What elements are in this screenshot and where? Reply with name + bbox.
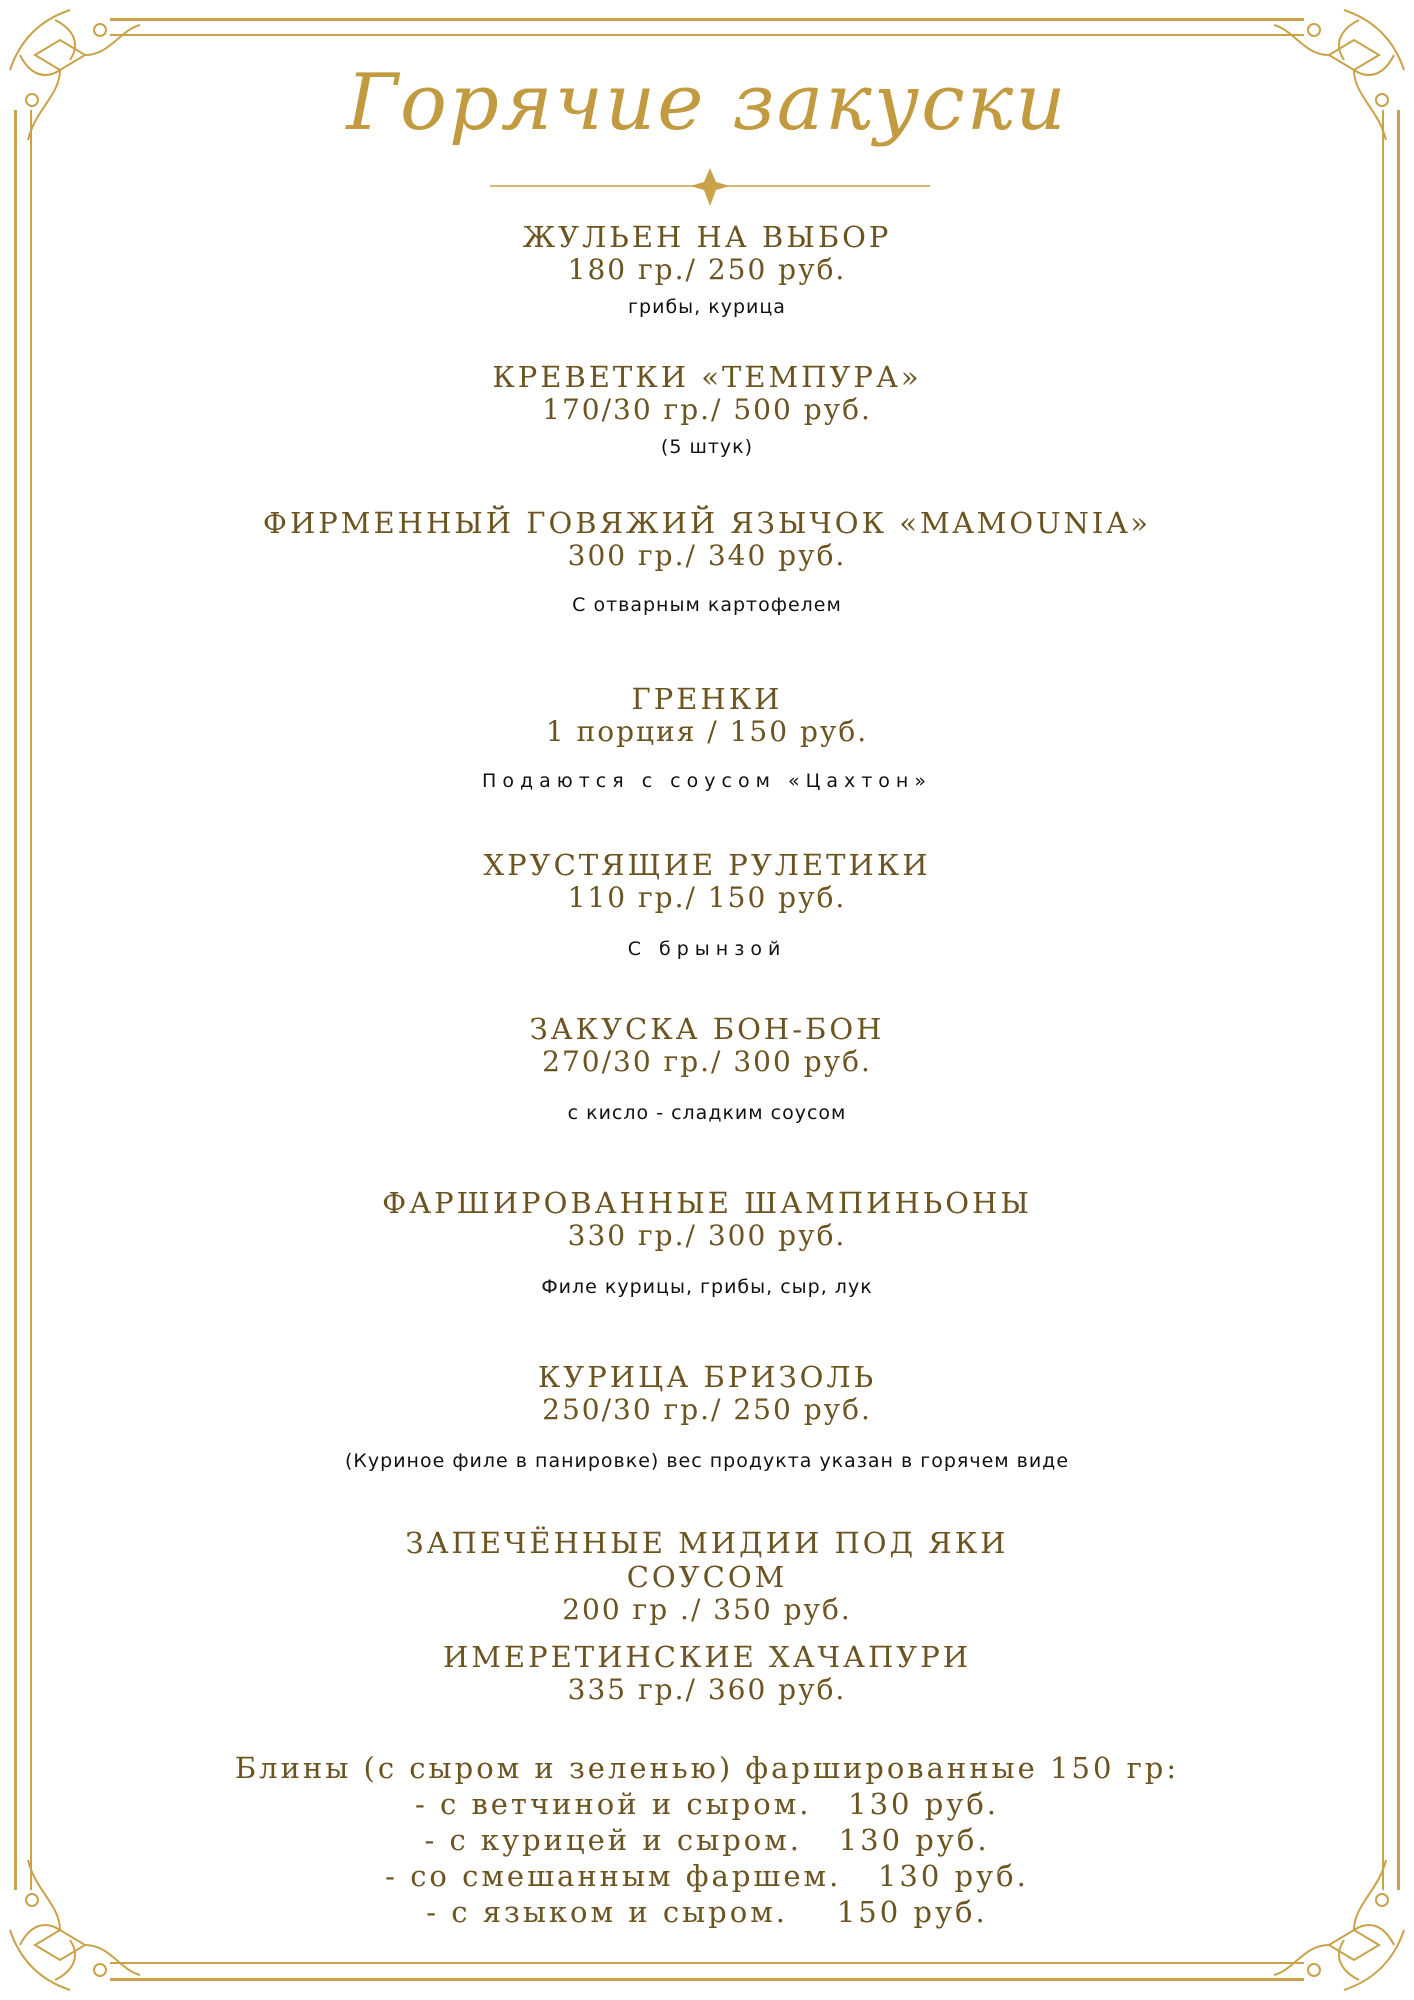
item-name: ЗАПЕЧЁННЫЕ МИДИИ ПОД ЯКИ	[405, 1526, 1009, 1560]
item-price: 270/30 гр./ 300 руб.	[542, 1045, 872, 1078]
frame-bottom-outer	[110, 1978, 1304, 1981]
list-item	[0, 360, 1414, 458]
blini-option: - с курицей и сыром. 130 руб.	[424, 1823, 990, 1857]
item-price: 110 гр./ 150 руб.	[567, 881, 847, 914]
item-name: ХРУСТЯЩИЕ РУЛЕТИКИ	[483, 848, 931, 882]
list-item	[0, 506, 1414, 616]
frame-top-inner	[110, 34, 1304, 36]
item-description: Подаются с соусом «Цахтон»	[482, 770, 932, 792]
frame-top-outer	[110, 18, 1304, 21]
item-price: 170/30 гр./ 500 руб.	[542, 393, 872, 426]
item-price: 1 порция / 150 руб.	[545, 715, 869, 748]
item-price: 200 гр ./ 350 руб.	[562, 1593, 852, 1626]
item-description: С брынзой	[627, 938, 787, 960]
item-price: 250/30 гр./ 250 руб.	[542, 1393, 872, 1426]
item-price: 335 гр./ 360 руб.	[567, 1673, 847, 1706]
item-price: 330 гр./ 300 руб.	[567, 1219, 847, 1252]
page-title: Горячие закуски	[346, 58, 1068, 148]
title-divider-star-icon	[490, 168, 930, 208]
item-description: Филе курицы, грибы, сыр, лук	[541, 1276, 873, 1298]
item-name: ФИРМЕННЫЙ ГОВЯЖИЙ ЯЗЫЧОК «MAMOUNIA»	[262, 506, 1152, 540]
frame-bottom-inner	[110, 1962, 1304, 1964]
blini-header: Блины (с сыром и зеленью) фаршированные 150 гр:	[234, 1751, 1180, 1785]
list-item	[0, 682, 1414, 792]
item-name: КУРИЦА БРИЗОЛЬ	[537, 1360, 877, 1394]
list-item	[0, 1640, 1414, 1706]
blini-option: - с языком и сыром. 150 руб.	[426, 1895, 988, 1929]
item-name: ГРЕНКИ	[631, 682, 783, 716]
list-item	[0, 1012, 1414, 1124]
item-name: ФАРШИРОВАННЫЕ ШАМПИНЬОНЫ	[382, 1186, 1032, 1220]
list-item	[0, 1526, 1414, 1626]
blini-option: - со смешанным фаршем. 130 руб.	[385, 1859, 1029, 1893]
item-description: грибы, курица	[628, 296, 786, 318]
item-name: ЖУЛЬЕН НА ВЫБОР	[522, 220, 892, 254]
item-name: ИМЕРЕТИНСКИЕ ХАЧАПУРИ	[442, 1640, 972, 1674]
list-item	[0, 848, 1414, 960]
blini-section	[0, 1750, 1414, 1930]
item-name-continued: СОУСОМ	[626, 1560, 788, 1594]
list-item	[0, 1360, 1414, 1472]
list-item	[0, 1186, 1414, 1298]
item-name: ЗАКУСКА БОН-БОН	[529, 1012, 885, 1046]
item-price: 300 гр./ 340 руб.	[567, 539, 847, 572]
item-description: (5 штук)	[660, 436, 754, 458]
item-price: 180 гр./ 250 руб.	[567, 253, 847, 286]
item-description: С отварным картофелем	[572, 594, 842, 616]
blini-option: - с ветчиной и сыром. 130 руб.	[414, 1787, 1000, 1821]
item-description: с кисло - сладким соусом	[567, 1102, 847, 1124]
item-description: (Куриное филе в панировке) вес продукта указан в горячем виде	[344, 1450, 1070, 1472]
item-name: КРЕВЕТКИ «ТЕМПУРА»	[492, 360, 922, 394]
list-item	[0, 220, 1414, 318]
